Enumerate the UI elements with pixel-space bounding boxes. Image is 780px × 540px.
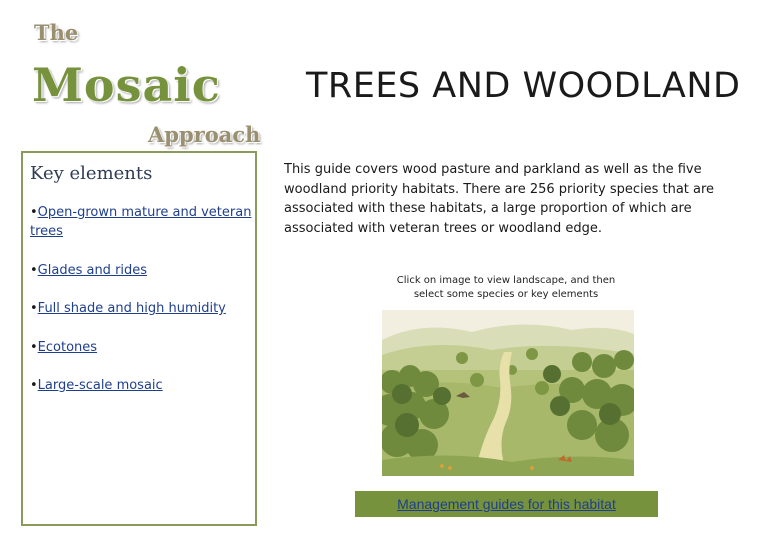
key-element-full-shade (30, 299, 252, 318)
habitat-intro-text: This guide covers wood pasture and parkland as well as the five woodland priority habitats. There are 256 priority species that are associated with these habitats, a large proportion of which are associated with veteran trees or woodland edge. (284, 162, 715, 236)
key-element-link-full-shade[interactable]: Full shade and high humidity (37, 301, 226, 316)
image-hint-text: Click on image to view landscape, and then select some species or key elements (396, 275, 616, 300)
key-element-open-grown-trees (30, 203, 252, 241)
key-element-glades-rides (30, 261, 252, 280)
key-elements-heading: Key elements (30, 163, 153, 184)
bullet: • (30, 301, 38, 316)
key-element-large-scale-mosaic (30, 376, 252, 395)
key-elements-panel (21, 151, 257, 526)
management-guides-button (355, 491, 658, 517)
landscape-illustration[interactable] (382, 310, 634, 476)
key-element-link-ecotones[interactable]: Ecotones (37, 340, 98, 355)
key-element-link-large-scale-mosaic[interactable]: Large-scale mosaic (37, 378, 163, 393)
page-title: TREES AND WOODLAND (306, 66, 741, 106)
logo-the: The (34, 20, 79, 45)
bullet: • (30, 340, 38, 355)
key-element-link-glades-rides[interactable]: Glades and rides (37, 263, 148, 278)
key-element-link-open-grown-trees[interactable]: Open-grown mature and veteran trees (30, 205, 252, 239)
bullet: • (30, 378, 38, 393)
logo-mosaic: Mosaic (32, 58, 221, 112)
bullet: • (30, 205, 38, 220)
bullet: • (30, 263, 38, 278)
key-element-ecotones (30, 338, 252, 357)
logo-approach: Approach (148, 122, 261, 147)
management-guides-link[interactable]: Management guides for this habitat (397, 496, 616, 512)
